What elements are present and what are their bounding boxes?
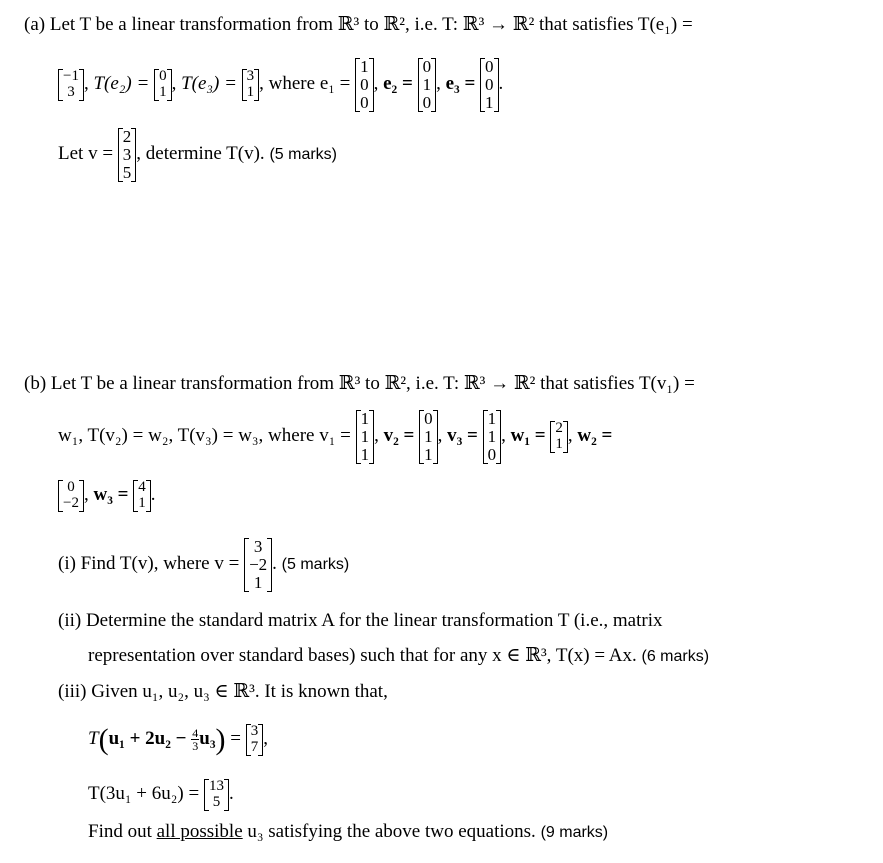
part-b-i-marks: (5 marks) <box>281 556 350 574</box>
w1-vector: 2 1 <box>550 421 568 453</box>
let-v-label: Let v = <box>58 143 114 165</box>
e2-vector: 0 1 0 <box>418 58 437 112</box>
part-a-line1: (a) Let T be a linear transformation from ℝ³ to ℝ², i.e. T: ℝ³ → ℝ² that satisfies T(e₁) = <box>24 14 693 35</box>
part-b-find <box>88 822 608 841</box>
part-b-line1: (b) Let T be a linear transformation from ℝ³ to ℝ², i.e. T: ℝ³ → ℝ² that satisfies T(v₁) = <box>24 373 695 394</box>
v1-vector: 1 1 1 <box>356 410 375 464</box>
v3-label: v₃ = <box>447 425 478 447</box>
part-b-iii-marks: (9 marks) <box>540 824 609 841</box>
e3-vector: 0 0 1 <box>480 58 499 112</box>
te2-vector: 0 1 <box>154 69 172 101</box>
v-vector: 2 3 5 <box>118 128 137 182</box>
part-b-i: (i) Find T(v), where v = 3 −2 1 . (5 marks) <box>58 537 350 592</box>
part-b-line3: 0 −2 , w₃ = 4 1 . <box>58 480 155 512</box>
part-b-iii-line: (iii) Given u₁, u₂, u₃ ∈ ℝ³. It is known that, <box>58 681 388 702</box>
i-v-vector: 3 −2 1 <box>244 538 272 592</box>
part-b-i-text: (i) Find T(v), where v = <box>58 553 240 575</box>
v2-label: v₂ = <box>383 425 415 447</box>
te1-vector: −1 3 <box>58 69 84 101</box>
find-pre: Find out <box>88 821 152 842</box>
part-b-eq1: T(u₁ + 2u₂ − $\frac{4}{3}$ u₃) = 3 7 , <box>88 723 268 757</box>
eq2-lhs: T(3u₁ + 6u₂) = <box>88 783 200 805</box>
w2-vector: 0 −2 <box>58 480 84 512</box>
w3-label: w₃ = <box>93 484 129 506</box>
v3-vector: 1 1 0 <box>483 410 502 464</box>
find-post: u₃ satisfying the above two equations. <box>247 821 536 842</box>
w1-label: w₁ = <box>510 425 546 447</box>
find-underlined: all possible <box>156 821 243 842</box>
te3-vector: 3 1 <box>242 69 260 101</box>
v2-vector: 0 1 1 <box>419 410 438 464</box>
part-b-ii-line2-text: representation over standard bases) such that for any x ∈ ℝ³, T(x) = Ax. <box>88 645 637 666</box>
part-a-line2: −1 3 , T(e₂) = 0 1 , T(e₃) = 3 1 , where e₁ = 1 0 0 , e₂ = 0 1 0 , e₃ = 0 0 1 . <box>58 58 503 112</box>
part-b-line2: w₁, T(v₂) = w₂, T(v₃) = w₃, where v₁ = 1 1 1 , v₂ = 0 1 1 , v₃ = 1 1 0 , w₁ = 2 1 , w₂ = <box>58 409 613 464</box>
eq2-rhs-vector: 13 5 <box>204 779 229 811</box>
w3-vector: 4 1 <box>133 480 151 512</box>
part-a-line3: Let v = 2 3 5 , determine T(v). (5 marks) <box>58 127 337 182</box>
eq1-inner: u₁ + 2u₂ − <box>108 728 187 750</box>
part-a-marks: (5 marks) <box>269 146 337 164</box>
e1-vector: 1 0 0 <box>355 58 374 112</box>
te3-label: T(e₃) = <box>181 73 237 95</box>
e3-label: e₃ = <box>445 73 476 95</box>
eq1-t: T <box>88 728 99 750</box>
te2-label: T(e₂) = <box>93 73 150 95</box>
part-b-ii-line1: (ii) Determine the standard matrix A for the linear transformation T (i.e., matrix <box>58 610 663 631</box>
determine-text: determine T(v). <box>145 143 265 165</box>
eq1-rhs-vector: 3 7 <box>246 724 264 756</box>
part-b-ii-marks: (6 marks) <box>641 648 710 665</box>
part-b-ii-line2 <box>88 646 709 665</box>
part-b-line2-pre: w₁, T(v₂) = w₂, T(v₃) = w₃, where v₁ = <box>58 425 351 447</box>
part-b-eq2: T(3u₁ + 6u₂) = 13 5 . <box>88 778 234 810</box>
w2-label: w₂ = <box>577 425 613 447</box>
e2-label: e₂ = <box>383 73 413 95</box>
where-label: where e₁ = <box>268 73 351 95</box>
eq1-u3: u₃ <box>199 728 216 750</box>
eq1-fraction: $\frac{4}{3}$ <box>192 726 199 754</box>
